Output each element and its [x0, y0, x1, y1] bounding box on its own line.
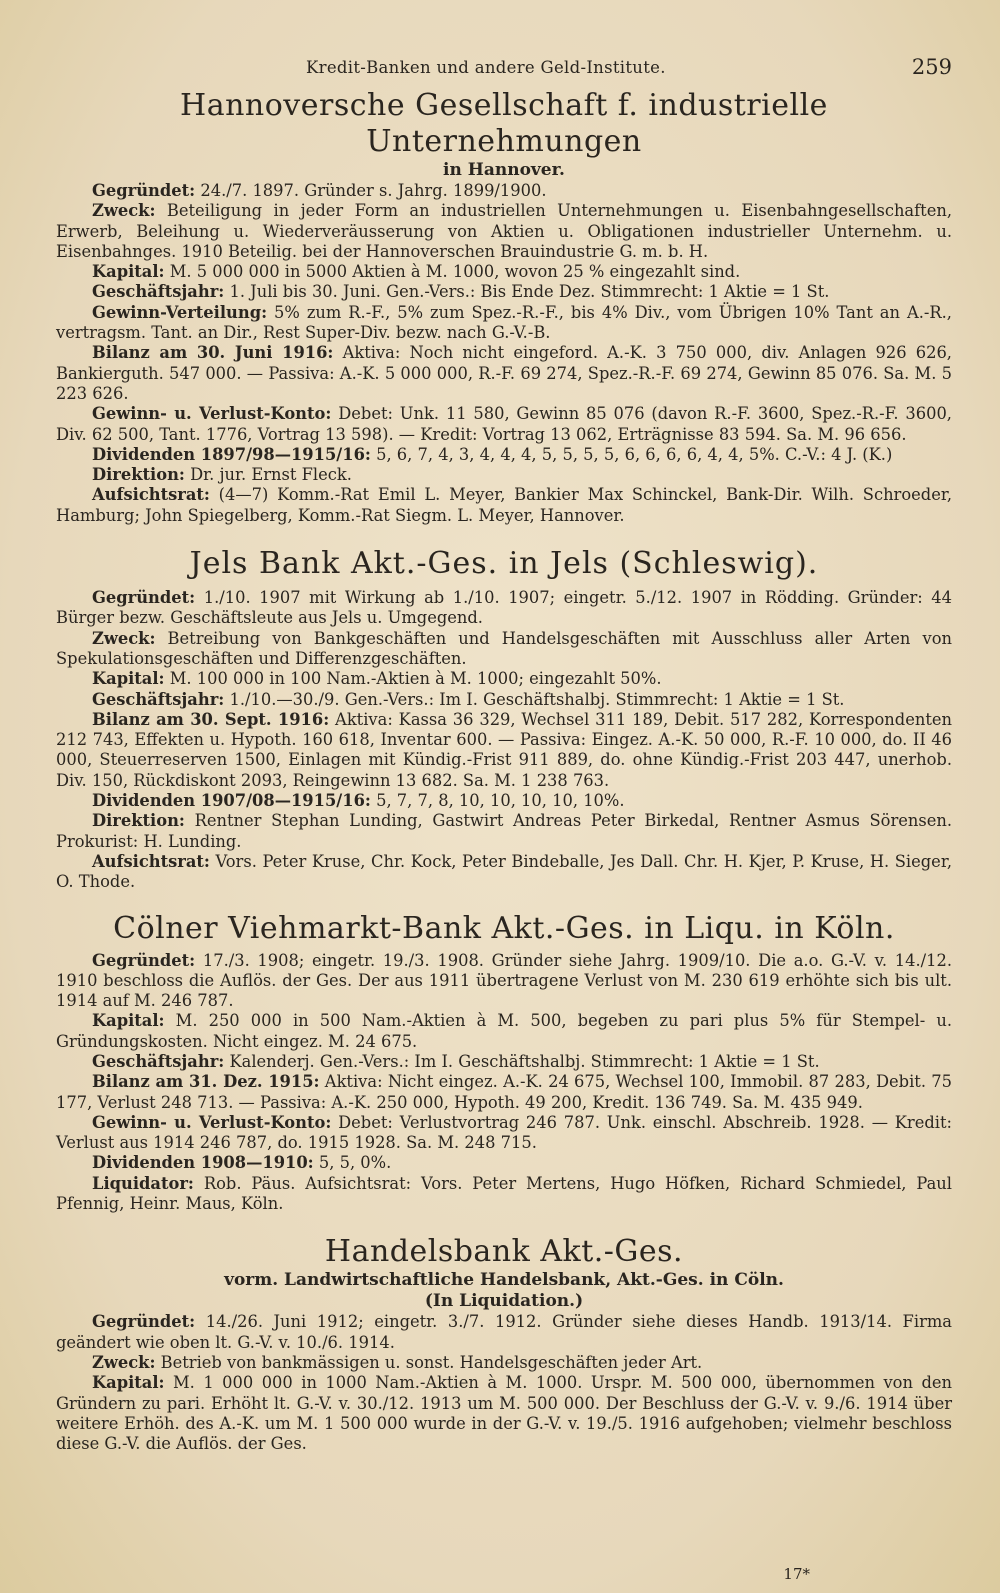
paragraph-text: Kalenderj. Gen.-Vers.: Im I. Geschäftshalbj. Stimmrecht: 1 Aktie = 1 St.	[224, 1051, 820, 1071]
paragraph-label: Direktion:	[92, 811, 185, 831]
paragraph-direktion	[56, 465, 952, 485]
paragraph-label: Zweck:	[92, 201, 156, 221]
paragraph-label: Dividenden 1907/08—1915/16:	[92, 791, 371, 811]
paragraph-bilanz	[56, 343, 952, 404]
paragraph-gewinn-verlust	[56, 1113, 952, 1154]
paragraph-text: Beteiligung in jeder Form an industriellen Unternehmungen u. Eisenbahngesellschaften, Erwerb, Beleihung u. Wiederveräusserung von Aktien u. Obligationen industrieller Unternehm. u. Eisenbahnges. 1910 Beteilig. bei der Hannoverschen Brauindustrie G. m. b. H.	[56, 201, 952, 261]
paragraph-bilanz	[56, 710, 952, 791]
paragraph-dividenden	[56, 445, 952, 465]
paragraph-bilanz	[56, 1072, 952, 1113]
paragraph-gegruendet	[56, 1312, 952, 1353]
paragraph-label: Kapital:	[92, 669, 165, 689]
entry-subtitle: vorm. Landwirtschaftliche Handelsbank, Akt.-Ges. in Cöln.	[224, 1270, 784, 1291]
paragraph-text: Aktiva: Noch nicht eingeford. A.-K. 3 750 000, div. Anlagen 926 626, Bankierguth. 547 000. — Passiva: A.-K. 5 000 000, R.-F. 69 274, Spez.-R.-F. 69 274, Gewinn 85 076. Sa. M. 5 223 626.	[56, 343, 952, 403]
paragraph-label: Kapital:	[92, 262, 165, 282]
paragraph-label: Geschäftsjahr:	[92, 689, 225, 709]
paragraph-label: Gegründet:	[92, 588, 196, 608]
paragraph-geschaeftsjahr	[56, 1052, 952, 1072]
paragraph-text: M. 250 000 in 500 Nam.-Aktien à M. 500, begeben zu pari plus 5% für Stempel- u. Gründungskosten. Nicht eingez. M. 24 675.	[56, 1011, 952, 1051]
paragraph-kapital	[56, 1373, 952, 1454]
paragraph-zweck	[56, 201, 952, 262]
paragraph-label: Liquidator:	[92, 1173, 194, 1193]
paragraph-text: Aktiva: Kassa 36 329, Wechsel 311 189, Debit. 517 282, Korrespondenten 212 743, Effekten u. Hypoth. 160 618, Inventar 600. — Passiva: Eingez. A.-K. 50 000, R.-F. 10 000, do. II 46 000, Steuerreserven 1500, Einlagen mit Kündig.-Frist 911 889, do. ohne Kündig.-Frist 203 447, unerhob. Div. 150, Rückdiskont 2093, Reingewinn 13 682. Sa. M. 1 238 763.	[56, 709, 953, 790]
paragraph-label: Bilanz am 30. Sept. 1916:	[92, 709, 330, 729]
paragraph-label: Gegründet:	[92, 1312, 196, 1332]
paragraph-text: M. 1 000 000 in 1000 Nam.-Aktien à M. 1000. Urspr. M. 500 000, übernommen von den Gründern zu pari. Erhöht lt. G.-V. v. 30./12. 1913 um M. 500 000. Der Beschluss der G.-V. v. 9./6. 1914 über weitere Erhöh. des A.-K. um M. 1 500 000 wurde in der G.-V. v. 19./5. 1916 aufgehoben; vielmehr beschloss diese G.-V. die Auflös. der Ges.	[56, 1373, 952, 1454]
paragraph-text: Rob. Päus. Aufsichtsrat: Vors. Peter Mertens, Hugo Höfken, Richard Schmiedel, Paul Pfennig, Heinr. Maus, Köln.	[56, 1173, 952, 1214]
paragraph-aufsichtsrat	[56, 485, 952, 526]
entry-subtitle: in Hannover.	[443, 160, 565, 180]
entry-hannoversche-gesellschaft	[56, 88, 952, 526]
paragraph-label: Aufsichtsrat:	[92, 485, 210, 505]
paragraph-text: Vors. Peter Kruse, Chr. Kock, Peter Bindeballe, Jes Dall. Chr. H. Kjer, P. Kruse, H. Sieger, O. Thode.	[56, 851, 952, 892]
entry-title: Jels Bank Akt.-Ges. in Jels (Schleswig).	[189, 546, 819, 582]
paragraph-kapital	[56, 669, 952, 689]
paragraph-label: Zweck:	[92, 1352, 156, 1372]
paragraph-geschaeftsjahr	[56, 690, 952, 710]
paragraph-label: Aufsichtsrat:	[92, 851, 210, 871]
paragraph-label: Geschäftsjahr:	[92, 1051, 225, 1071]
paragraph-text: (4—7) Komm.-Rat Emil L. Meyer, Bankier Max Schinckel, Bank-Dir. Wilh. Schroeder, Hamburg; John Spiegelberg, Komm.-Rat Siegm. L. Meyer, Hannover.	[56, 485, 952, 525]
paragraph-label: Direktion:	[92, 465, 185, 485]
paragraph-label: Gewinn-Verteilung:	[92, 302, 268, 322]
paragraph-gewinn-verlust	[56, 404, 952, 445]
running-title: Kredit-Banken und andere Geld-Institute.	[306, 58, 666, 77]
paragraph-liquidator	[56, 1174, 952, 1215]
paragraph-label: Gegründet:	[92, 181, 196, 200]
paragraph-label: Gewinn- u. Verlust-Konto:	[92, 404, 332, 424]
paragraph-zweck	[56, 629, 952, 670]
paragraph-dividenden	[56, 791, 952, 811]
paragraph-text: 5, 6, 7, 4, 3, 4, 4, 4, 5, 5, 5, 5, 6, 6, 6, 6, 4, 4, 5%. C.-V.: 4 J. (K.)	[370, 444, 893, 464]
paragraph-text: Rentner Stephan Lunding, Gastwirt Andreas Peter Birkedal, Rentner Asmus Sörensen. Prokurist: H. Lunding.	[56, 811, 952, 851]
paragraph-kapital	[56, 1011, 952, 1052]
paragraph-text: Dr. jur. Ernst Fleck.	[184, 465, 352, 485]
entry-handelsbank	[56, 1234, 952, 1454]
paragraph-text: Debet: Verlustvortrag 246 787. Unk. einschl. Abschreib. 1928. — Kredit: Verlust aus 1914 246 787, do. 1915 1928. Sa. M. 248 715.	[56, 1112, 952, 1153]
paragraph-label: Bilanz am 30. Juni 1916:	[92, 343, 334, 363]
paragraph-text: 17./3. 1908; eingetr. 19./3. 1908. Gründer siehe Jahrg. 1909/10. Die a.o. G.-V. v. 14./12. 1910 beschloss die Auflös. der Ges. Der aus 1911 übertragene Verlust von M. 230 619 erhöhte sich bis ult. 1914 auf M. 246 787.	[56, 950, 952, 1011]
paragraph-label: Geschäftsjahr:	[92, 282, 225, 302]
paragraph-text: 5, 5, 0%.	[313, 1153, 392, 1173]
running-head	[56, 55, 952, 88]
paragraph-gewinn-verteilung	[56, 303, 952, 344]
paragraph-text: M. 100 000 in 100 Nam.-Aktien à M. 1000; eingezahlt 50%.	[164, 669, 662, 689]
paragraph-text: 14./26. Juni 1912; eingetr. 3./7. 1912. Gründer siehe dieses Handb. 1913/14. Firma geändert wie oben lt. G.-V. v. 10./6. 1914.	[56, 1312, 952, 1352]
page-number: 259	[911, 55, 952, 79]
paragraph-gegruendet	[56, 588, 952, 629]
paragraph-label: Bilanz am 31. Dez. 1915:	[92, 1072, 320, 1092]
paragraph-text: M. 5 000 000 in 5000 Aktien à M. 1000, wovon 25 % eingezahlt sind.	[164, 262, 741, 282]
paragraph-label: Gewinn- u. Verlust-Konto:	[92, 1112, 332, 1132]
paragraph-label: Zweck:	[92, 628, 156, 648]
paragraph-text: Debet: Unk. 11 580, Gewinn 85 076 (davon R.-F. 3600, Spez.-R.-F. 3600, Div. 62 500, Tant. 1776, Vortrag 13 598). — Kredit: Vortrag 13 062, Erträgnisse 83 594. Sa. M. 96 656.	[56, 404, 952, 444]
paragraph-text: Betreibung von Bankgeschäften und Handelsgeschäften mit Ausschluss aller Arten von Spekulationsgeschäften und Differenzgeschäften.	[56, 628, 952, 668]
paragraph-dividenden	[56, 1153, 952, 1173]
paragraph-text: 1. Juli bis 30. Juni. Gen.-Vers.: Bis Ende Dez. Stimmrecht: 1 Aktie = 1 St.	[224, 282, 830, 302]
paragraph-gegruendet	[56, 181, 952, 201]
paragraph-direktion	[56, 811, 952, 852]
paragraph-zweck	[56, 1353, 952, 1373]
paragraph-aufsichtsrat	[56, 852, 952, 893]
entry-title: Cölner Viehmarkt-Bank Akt.-Ges. in Liqu. in Köln.	[113, 910, 895, 946]
entry-title: Hannoversche Gesellschaft f. industrielle Unternehmungen	[180, 88, 828, 159]
entry-coelner-viehmarkt-bank	[56, 911, 952, 1215]
entry-jels-bank	[56, 546, 952, 892]
paragraph-label: Kapital:	[92, 1011, 165, 1031]
paragraph-text: 1./10.—30./9. Gen.-Vers.: Im I. Geschäftshalbj. Stimmrecht: 1 Aktie = 1 St.	[224, 689, 845, 709]
paragraph-label: Gegründet:	[92, 950, 196, 970]
paragraph-gegruendet	[56, 951, 952, 1012]
paragraph-label: Dividenden 1897/98—1915/16:	[92, 444, 371, 464]
entry-title: Handelsbank Akt.-Ges.	[324, 1234, 684, 1270]
paragraph-text: Betrieb von bankmässigen u. sonst. Handelsgeschäften jeder Art.	[155, 1352, 703, 1372]
printer-signature: 17*	[783, 1565, 810, 1583]
paragraph-text: Aktiva: Nicht eingez. A.-K. 24 675, Wechsel 100, Immobil. 87 283, Debit. 75 177, Verlust 248 713. — Passiva: A.-K. 250 000, Hypoth. 49 200, Kredit. 136 749. Sa. M. 435 949.	[56, 1072, 952, 1112]
paragraph-text: 1./10. 1907 mit Wirkung ab 1./10. 1907; eingetr. 5./12. 1907 in Rödding. Gründer: 44 Bürger bezw. Geschäftsleute aus Jels u. Umgegend.	[56, 588, 952, 628]
paragraph-text: 5, 7, 7, 8, 10, 10, 10, 10, 10%.	[370, 791, 625, 811]
entry-subtitle-liquidation: (In Liquidation.)	[424, 1291, 584, 1312]
paragraph-text: 5% zum R.-F., 5% zum Spez.-R.-F., bis 4% Div., vom Übrigen 10% Tant an A.-R., vertragsm. Tant. an Dir., Rest Super-Div. bezw. nach G.-V.-B.	[56, 302, 952, 343]
paragraph-kapital	[56, 262, 952, 282]
paragraph-text: 24./7. 1897. Gründer s. Jahrg. 1899/1900.	[195, 181, 547, 200]
paragraph-label: Kapital:	[92, 1373, 165, 1393]
paragraph-label: Dividenden 1908—1910:	[92, 1153, 314, 1173]
paragraph-geschaeftsjahr	[56, 282, 952, 302]
